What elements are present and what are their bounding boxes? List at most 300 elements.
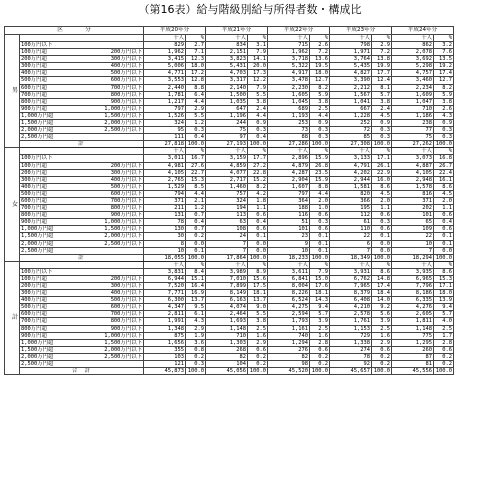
pct-cell: 19.9 bbox=[372, 63, 392, 70]
sex-label: 女 bbox=[5, 148, 20, 261]
count-cell: 1,196 bbox=[206, 112, 248, 119]
unit-pct: % bbox=[310, 148, 330, 155]
pct-cell: 0.3 bbox=[372, 127, 392, 134]
count-cell: 3,553 bbox=[144, 77, 186, 84]
total-count: 45,056 bbox=[206, 368, 248, 375]
pct-cell: 18.0 bbox=[186, 63, 206, 70]
pct-cell: 14.1 bbox=[248, 56, 268, 63]
pct-cell: 5.7 bbox=[310, 311, 330, 318]
pct-cell: 5.5 bbox=[248, 311, 268, 318]
count-cell: 238 bbox=[392, 120, 434, 127]
count-cell: 8 bbox=[144, 240, 186, 247]
pct-cell: 5.5 bbox=[248, 91, 268, 98]
unit-pct: % bbox=[434, 261, 454, 268]
count-cell: 2,578 bbox=[330, 311, 372, 318]
count-cell: 6,841 bbox=[268, 275, 310, 282]
count-cell: 1,217 bbox=[144, 98, 186, 105]
bracket-to: 400万円以下 bbox=[81, 290, 144, 297]
table-row bbox=[5, 84, 454, 91]
table-row bbox=[5, 183, 454, 190]
table-row bbox=[5, 190, 454, 197]
pct-cell: 0.2 bbox=[310, 361, 330, 368]
count-cell: 7,899 bbox=[206, 283, 248, 290]
count-cell: 2,896 bbox=[268, 155, 310, 162]
bracket-from: 1,500万円超 bbox=[20, 346, 81, 353]
pct-cell: 0.1 bbox=[310, 233, 330, 240]
pct-cell: 0.9 bbox=[310, 120, 330, 127]
pct-cell: 0.6 bbox=[310, 346, 330, 353]
header-year-0: 平成20年分 bbox=[144, 27, 206, 35]
bracket-from: 2,000万円超 bbox=[20, 240, 81, 247]
count-cell: 61 bbox=[330, 219, 372, 226]
pct-cell: 2.9 bbox=[372, 42, 392, 49]
pct-cell: 0.2 bbox=[310, 353, 330, 360]
pct-cell: 18.0 bbox=[434, 290, 454, 297]
unit-pct: % bbox=[186, 35, 206, 42]
count-cell: 211 bbox=[144, 205, 186, 212]
sex-label: 男 bbox=[5, 35, 20, 148]
pct-cell: 18.0 bbox=[310, 70, 330, 77]
pct-cell: 17.4 bbox=[372, 283, 392, 290]
grand-total-row bbox=[5, 368, 454, 375]
count-cell: 202 bbox=[392, 205, 434, 212]
pct-cell: 9.4 bbox=[434, 304, 454, 311]
bracket-to: 200万円以下 bbox=[81, 275, 144, 282]
total-count: 45,556 bbox=[392, 368, 434, 375]
count-cell: 1,148 bbox=[392, 325, 434, 332]
pct-cell: 4.3 bbox=[434, 112, 454, 119]
unit-pct: % bbox=[248, 261, 268, 268]
count-cell: 194 bbox=[206, 205, 248, 212]
bracket-to: 900万円以下 bbox=[81, 98, 144, 105]
pct-cell: 0.0 bbox=[248, 240, 268, 247]
pct-cell: 15.2 bbox=[248, 176, 268, 183]
pct-cell: 1.7 bbox=[434, 332, 454, 339]
pct-cell: 3.8 bbox=[248, 98, 268, 105]
pct-cell: 0.6 bbox=[310, 212, 330, 219]
table-row bbox=[5, 226, 454, 233]
pct-cell: 26.7 bbox=[434, 162, 454, 169]
total-pct: 100.0 bbox=[310, 141, 330, 148]
count-cell: 110 bbox=[330, 226, 372, 233]
pct-cell: 0.6 bbox=[248, 212, 268, 219]
pct-cell: 12.3 bbox=[186, 56, 206, 63]
count-cell: 5,006 bbox=[144, 63, 186, 70]
table-row bbox=[5, 105, 454, 112]
bracket-to: 2,000万円以下 bbox=[81, 120, 144, 127]
pct-cell: 19.5 bbox=[310, 63, 330, 70]
pct-cell: 8.2 bbox=[310, 84, 330, 91]
subtotal-row bbox=[5, 254, 454, 261]
count-cell: 7 bbox=[330, 247, 372, 254]
count-cell: 2,717 bbox=[206, 176, 248, 183]
bracket-to: 1,500万円以下 bbox=[81, 112, 144, 119]
bracket-to: 700万円以下 bbox=[81, 197, 144, 204]
pct-cell: 2.5 bbox=[310, 325, 330, 332]
count-cell: 78 bbox=[144, 219, 186, 226]
count-cell: 1,991 bbox=[144, 318, 186, 325]
pct-cell: 19.2 bbox=[434, 63, 454, 70]
count-cell: 2,944 bbox=[330, 176, 372, 183]
unit-pct: % bbox=[186, 148, 206, 155]
count-cell: 647 bbox=[206, 105, 248, 112]
count-cell: 3,611 bbox=[268, 268, 310, 275]
count-cell: 5,298 bbox=[392, 63, 434, 70]
count-cell: 4,887 bbox=[392, 162, 434, 169]
count-cell: 4,791 bbox=[330, 162, 372, 169]
pct-cell: 5.7 bbox=[372, 91, 392, 98]
bracket-to: 2,000万円以下 bbox=[81, 233, 144, 240]
pct-cell: 14.3 bbox=[310, 297, 330, 304]
bracket-to: 1,500万円以下 bbox=[81, 339, 144, 346]
pct-cell: 4.5 bbox=[434, 190, 454, 197]
bracket-to: 400万円以下 bbox=[81, 176, 144, 183]
bracket-to bbox=[81, 134, 144, 141]
pct-cell: 0.2 bbox=[248, 361, 268, 368]
pct-cell: 13.9 bbox=[434, 297, 454, 304]
bracket-from: 200万円超 bbox=[20, 56, 81, 63]
count-cell: 4,105 bbox=[144, 169, 186, 176]
bracket-to: 600万円以下 bbox=[81, 77, 144, 84]
count-cell: 7,771 bbox=[144, 290, 186, 297]
pct-cell: 4.4 bbox=[186, 190, 206, 197]
bracket-from: 900万円超 bbox=[20, 332, 81, 339]
pct-cell: 26.1 bbox=[372, 162, 392, 169]
count-cell: 3,415 bbox=[144, 56, 186, 63]
pct-cell: 7.6 bbox=[434, 49, 454, 56]
table-row bbox=[5, 49, 454, 56]
pct-cell: 5.7 bbox=[434, 311, 454, 318]
count-cell: 65 bbox=[392, 219, 434, 226]
header-year-1: 平成21年分 bbox=[206, 27, 268, 35]
unit-count: 千人 bbox=[330, 35, 372, 42]
count-cell: 109 bbox=[392, 226, 434, 233]
pct-cell: 17.3 bbox=[248, 70, 268, 77]
count-cell: 1,148 bbox=[206, 325, 248, 332]
total-count: 18,055 bbox=[144, 254, 186, 261]
pct-cell: 0.6 bbox=[434, 346, 454, 353]
count-cell: 98 bbox=[268, 361, 310, 368]
pct-cell: 17.2 bbox=[186, 70, 206, 77]
total-pct: 100.0 bbox=[434, 254, 454, 261]
table-row bbox=[5, 98, 454, 105]
count-cell: 4,879 bbox=[268, 162, 310, 169]
total-count: 18,294 bbox=[392, 254, 434, 261]
bracket-from: 2,500万円超 bbox=[20, 247, 81, 254]
count-cell: 7,965 bbox=[330, 283, 372, 290]
pct-cell: 2.9 bbox=[248, 339, 268, 346]
bracket-to: 200万円以下 bbox=[81, 49, 144, 56]
bracket-from: 700万円超 bbox=[20, 318, 81, 325]
pct-cell: 0.9 bbox=[248, 120, 268, 127]
count-cell: 10 bbox=[144, 247, 186, 254]
count-cell: 5,322 bbox=[268, 63, 310, 70]
count-cell: 1,161 bbox=[268, 325, 310, 332]
count-cell: 775 bbox=[392, 332, 434, 339]
pct-cell: 7.2 bbox=[372, 49, 392, 56]
pct-cell: 8.6 bbox=[372, 268, 392, 275]
count-cell: 689 bbox=[268, 105, 310, 112]
bracket-from: 100万円超 bbox=[20, 275, 81, 282]
bracket-from: 500万円超 bbox=[20, 190, 81, 197]
count-cell: 7 bbox=[392, 247, 434, 254]
count-cell: 6,762 bbox=[330, 275, 372, 282]
count-cell: 1,045 bbox=[268, 98, 310, 105]
count-cell: 6,163 bbox=[206, 297, 248, 304]
count-cell: 1,781 bbox=[144, 91, 186, 98]
count-cell: 371 bbox=[144, 197, 186, 204]
pct-cell: 0.1 bbox=[310, 240, 330, 247]
count-cell: 862 bbox=[392, 42, 434, 49]
pct-cell: 16.1 bbox=[434, 176, 454, 183]
pct-cell: 13.5 bbox=[434, 56, 454, 63]
count-cell: 268 bbox=[206, 346, 248, 353]
pct-cell: 0.4 bbox=[186, 134, 206, 141]
count-cell: 82 bbox=[268, 353, 310, 360]
unit-count: 千人 bbox=[144, 148, 186, 155]
table-row bbox=[5, 77, 454, 84]
count-cell: 6,408 bbox=[330, 297, 372, 304]
count-cell: 1,656 bbox=[144, 339, 186, 346]
pct-cell: 2.1 bbox=[186, 197, 206, 204]
count-cell: 816 bbox=[392, 190, 434, 197]
bracket-to: 300万円以下 bbox=[81, 169, 144, 176]
count-cell: 6,300 bbox=[144, 297, 186, 304]
count-cell: 51 bbox=[268, 219, 310, 226]
count-cell: 252 bbox=[330, 120, 372, 127]
unit-count: 千人 bbox=[330, 148, 372, 155]
table-row bbox=[5, 176, 454, 183]
pct-cell: 4.5 bbox=[372, 190, 392, 197]
pct-cell: 17.7 bbox=[372, 70, 392, 77]
pct-cell: 17.1 bbox=[434, 283, 454, 290]
pct-cell: 7.9 bbox=[248, 49, 268, 56]
pct-cell: 0.1 bbox=[310, 247, 330, 254]
pct-cell: 0.2 bbox=[434, 361, 454, 368]
count-cell: 7,520 bbox=[144, 283, 186, 290]
count-cell: 4,105 bbox=[392, 169, 434, 176]
table-row bbox=[5, 205, 454, 212]
bracket-to: 700万円以下 bbox=[81, 84, 144, 91]
unit-pct: % bbox=[310, 261, 330, 268]
count-cell: 116 bbox=[268, 212, 310, 219]
pct-cell: 16.7 bbox=[186, 155, 206, 162]
pct-cell: 22.9 bbox=[372, 169, 392, 176]
bracket-from: 1,500万円超 bbox=[20, 233, 81, 240]
count-cell: 729 bbox=[330, 332, 372, 339]
total-count: 27,286 bbox=[268, 141, 310, 148]
pct-cell: 26.8 bbox=[310, 162, 330, 169]
count-cell: 1,035 bbox=[206, 98, 248, 105]
count-cell: 1,793 bbox=[268, 318, 310, 325]
count-cell: 875 bbox=[144, 332, 186, 339]
count-cell: 1,811 bbox=[392, 318, 434, 325]
subtotal-row bbox=[5, 141, 454, 148]
count-cell: 1,294 bbox=[268, 339, 310, 346]
total-pct: 100.0 bbox=[310, 368, 330, 375]
pct-cell: 2.6 bbox=[310, 42, 330, 49]
total-count: 18,349 bbox=[330, 254, 372, 261]
count-cell: 111 bbox=[144, 134, 186, 141]
total-count: 45,873 bbox=[144, 368, 186, 375]
pct-cell: 15.3 bbox=[186, 176, 206, 183]
count-cell: 740 bbox=[268, 332, 310, 339]
table-row bbox=[5, 127, 454, 134]
pct-cell: 4.4 bbox=[310, 190, 330, 197]
count-cell: 1,526 bbox=[144, 112, 186, 119]
pct-cell: 0.2 bbox=[372, 361, 392, 368]
pct-cell: 0.1 bbox=[248, 233, 268, 240]
count-cell: 1,500 bbox=[206, 91, 248, 98]
total-pct: 100.0 bbox=[310, 254, 330, 261]
count-cell: 2,234 bbox=[392, 84, 434, 91]
bracket-from: 100万円超 bbox=[20, 162, 81, 169]
pct-cell: 0.6 bbox=[434, 212, 454, 219]
count-cell: 7,010 bbox=[206, 275, 248, 282]
count-cell: 798 bbox=[330, 42, 372, 49]
count-cell: 2,212 bbox=[330, 84, 372, 91]
pct-cell: 0.3 bbox=[248, 127, 268, 134]
count-cell: 244 bbox=[206, 120, 248, 127]
bracket-from: 400万円超 bbox=[20, 297, 81, 304]
bracket-from: 700万円超 bbox=[20, 205, 81, 212]
count-cell: 97 bbox=[206, 134, 248, 141]
pct-cell: 0.3 bbox=[372, 134, 392, 141]
count-cell: 7 bbox=[206, 240, 248, 247]
count-cell: 24 bbox=[206, 233, 248, 240]
units-spacer bbox=[20, 261, 144, 268]
total-pct: 100.0 bbox=[186, 368, 206, 375]
units-row bbox=[5, 35, 454, 42]
count-cell: 6 bbox=[330, 240, 372, 247]
table-row bbox=[5, 339, 454, 346]
bracket-from: 500万円超 bbox=[20, 77, 81, 84]
header-row bbox=[5, 27, 454, 35]
count-cell: 371 bbox=[392, 197, 434, 204]
pct-cell: 15.6 bbox=[248, 275, 268, 282]
bracket-to: 500万円以下 bbox=[81, 183, 144, 190]
pct-cell: 17.6 bbox=[310, 283, 330, 290]
bracket-to: 800万円以下 bbox=[81, 91, 144, 98]
bracket-from: 2,000万円超 bbox=[20, 127, 81, 134]
count-cell: 4,757 bbox=[392, 70, 434, 77]
pct-cell: 13.7 bbox=[248, 297, 268, 304]
pct-cell: 2.9 bbox=[372, 339, 392, 346]
count-cell: 3,989 bbox=[206, 268, 248, 275]
table-row bbox=[5, 325, 454, 332]
count-cell: 4,287 bbox=[268, 169, 310, 176]
pct-cell: 0.3 bbox=[310, 127, 330, 134]
pct-cell: 16.8 bbox=[434, 155, 454, 162]
pct-cell: 3.8 bbox=[248, 318, 268, 325]
pct-cell: 2.0 bbox=[372, 197, 392, 204]
pct-cell: 18.1 bbox=[310, 290, 330, 297]
bracket-to: 2,500万円以下 bbox=[81, 240, 144, 247]
pct-cell: 8.2 bbox=[248, 183, 268, 190]
table-row bbox=[5, 353, 454, 360]
bracket-to: 1,000万円以下 bbox=[81, 219, 144, 226]
count-cell: 3,692 bbox=[392, 56, 434, 63]
bracket-from: 800万円超 bbox=[20, 212, 81, 219]
bracket-to: 300万円以下 bbox=[81, 56, 144, 63]
table-row bbox=[5, 212, 454, 219]
pct-cell: 4.4 bbox=[186, 98, 206, 105]
total-pct: 100.0 bbox=[372, 141, 392, 148]
count-cell: 1,581 bbox=[330, 183, 372, 190]
pct-cell: 0.6 bbox=[310, 226, 330, 233]
count-cell: 101 bbox=[392, 212, 434, 219]
total-pct: 100.0 bbox=[372, 368, 392, 375]
count-cell: 4,859 bbox=[206, 162, 248, 169]
count-cell: 6,965 bbox=[392, 275, 434, 282]
table-row bbox=[5, 70, 454, 77]
pct-cell: 2.5 bbox=[434, 325, 454, 332]
pct-cell: 0.3 bbox=[310, 134, 330, 141]
pct-cell: 27.2 bbox=[248, 162, 268, 169]
pct-cell: 0.3 bbox=[434, 127, 454, 134]
pct-cell: 3.8 bbox=[372, 98, 392, 105]
pct-cell: 0.3 bbox=[186, 361, 206, 368]
table-row bbox=[5, 318, 454, 325]
unit-count: 千人 bbox=[268, 148, 310, 155]
count-cell: 7,796 bbox=[392, 283, 434, 290]
count-cell: 63 bbox=[206, 219, 248, 226]
pct-cell: 5.6 bbox=[372, 311, 392, 318]
count-cell: 260 bbox=[392, 346, 434, 353]
total-count: 27,262 bbox=[392, 141, 434, 148]
bracket-to: 1,500万円以下 bbox=[81, 226, 144, 233]
count-cell: 5,435 bbox=[330, 63, 372, 70]
bracket-from: 1,500万円超 bbox=[20, 120, 81, 127]
count-cell: 1,348 bbox=[144, 325, 186, 332]
pct-cell: 2.9 bbox=[186, 105, 206, 112]
pct-cell: 0.2 bbox=[186, 353, 206, 360]
pct-cell: 0.8 bbox=[186, 346, 206, 353]
count-cell: 8,226 bbox=[268, 290, 310, 297]
count-cell: 4,275 bbox=[268, 304, 310, 311]
pct-cell: 15.3 bbox=[434, 275, 454, 282]
bracket-from: 800万円超 bbox=[20, 325, 81, 332]
table-row bbox=[5, 169, 454, 176]
count-cell: 112 bbox=[330, 212, 372, 219]
count-cell: 3,460 bbox=[392, 77, 434, 84]
count-cell: 30 bbox=[144, 233, 186, 240]
bracket-from: 600万円超 bbox=[20, 311, 81, 318]
count-cell: 2,078 bbox=[392, 49, 434, 56]
unit-count: 千人 bbox=[144, 261, 186, 268]
count-cell: 4,827 bbox=[330, 70, 372, 77]
pct-cell: 7.9 bbox=[248, 84, 268, 91]
table-row bbox=[5, 233, 454, 240]
table-row bbox=[5, 332, 454, 339]
pct-cell: 14.0 bbox=[372, 297, 392, 304]
pct-cell: 5.9 bbox=[310, 91, 330, 98]
count-cell: 4,202 bbox=[330, 169, 372, 176]
bracket-from: 100万円以下 bbox=[20, 268, 81, 275]
count-cell: 10 bbox=[268, 247, 310, 254]
bracket-to: 200万円以下 bbox=[81, 162, 144, 169]
count-cell: 6,944 bbox=[144, 275, 186, 282]
count-cell: 22 bbox=[392, 233, 434, 240]
count-cell: 829 bbox=[144, 42, 186, 49]
bracket-to: 900万円以下 bbox=[81, 325, 144, 332]
count-cell: 82 bbox=[206, 353, 248, 360]
pct-cell: 8.4 bbox=[186, 268, 206, 275]
table-row bbox=[5, 112, 454, 119]
table-body bbox=[5, 35, 454, 375]
count-cell: 1,693 bbox=[206, 318, 248, 325]
table-row bbox=[5, 290, 454, 297]
